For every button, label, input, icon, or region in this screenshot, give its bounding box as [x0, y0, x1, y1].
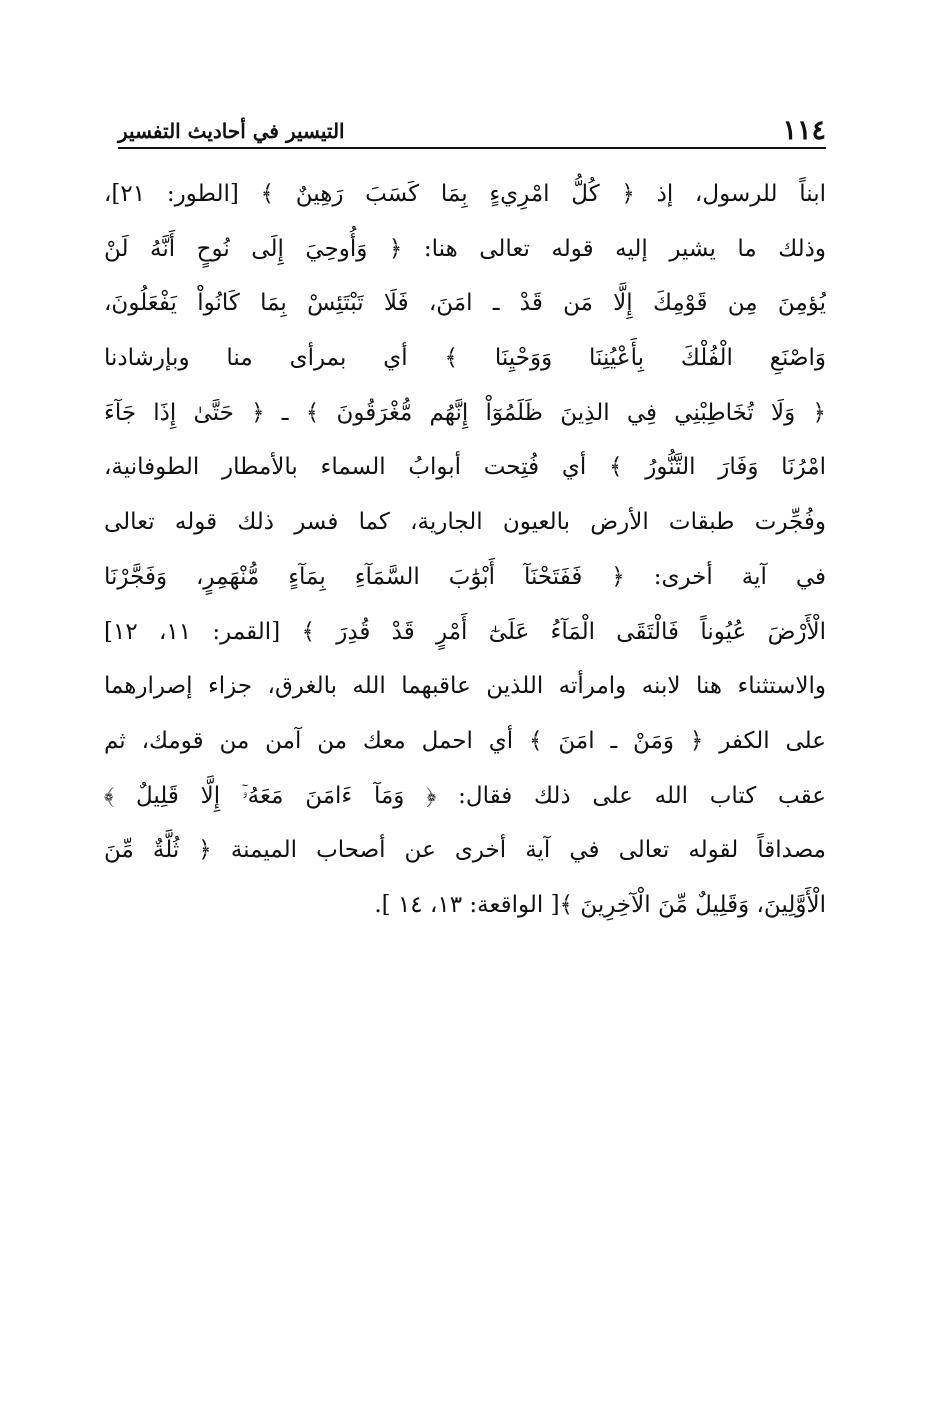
text-line: في آية أخرى: ﴿ فَفَتَحْنَآ أَبْوَٰبَ السَّمَآءِ بِمَآءٍ مُّنْهَمِرٍ، وَفَجَّرْنَا — [104, 563, 826, 590]
page-number: ١١٤ — [782, 115, 826, 146]
text-line: وَاصْنَعِ الْفُلْكَ بِأَعْيُنِنَا وَوَحْيِنَا ﴾ أي بمرأى منا وبإرشادنا — [104, 345, 826, 372]
text-line: الْأَرْضَ عُيُوناً فَالْتَقَى الْمَآءُ عَلَىٰٓ أَمْرٍ قَدْ قُدِرَ ﴾ [القمر: ١١، ١٢] — [104, 618, 826, 645]
text-line: والاستثناء هنا لابنه وامرأته اللذين عاقبهما الله بالغرق، جزاء إصرارهما — [104, 673, 826, 700]
text-line: مصداقاً لقوله تعالى في آية أخرى عن أصحاب الميمنة ﴿ ثُلَّةٌ مِّنَ — [104, 837, 826, 864]
text-line: على الكفر ﴿ وَمَنْ ـ امَنَ ﴾ أي احمل معك من آمن من قومك، ثم — [104, 727, 826, 754]
text-line: ابناً للرسول، إذ ﴿ كُلُّ امْرِيءٍ بِمَا كَسَبَ رَهِينٌ ﴾ [الطور: ٢١]، — [104, 181, 826, 207]
header-divider — [118, 147, 826, 149]
text-line: عقب كتاب الله على ذلك فقال: ﴿ وَمَآ ءَامَنَ مَعَهُۥٓ إِلَّا قَلِيلٌ ﴾ — [104, 782, 826, 809]
text-line: ﴿ وَلَا تُخَاطِبْنِي فِي الذِينَ ظَلَمُوٓاْ إِنَّهُم مُّغْرَقُونَ ﴾ ـ ﴿ حَتَّىٰ إِذَا جَآءَ — [104, 399, 826, 426]
text-line: يُؤمِنَ مِن قَوْمِكَ إِلَّا مَن قَدْ ـ امَنَ، فَلَا تَبْتَئِسْ بِمَا كَانُواْ يَفْعَلُونَ، — [104, 290, 826, 317]
text-line: وفُجِّرت طبقات الأرض بالعيون الجارية، كما فسر ذلك قوله تعالى — [104, 509, 826, 536]
text-line: وذلك ما يشير إليه قوله تعالى هنا: ﴿ وَأُوحِيَ إِلَى نُوحٍ أَنَّهُ لَنْ — [104, 235, 826, 262]
running-head — [118, 112, 826, 146]
body-text — [104, 167, 826, 933]
text-line: الْأَوَّلِينَ، وَقَلِيلٌ مِّنَ الْآخِرِينَ ﴾[ الواقعة: ١٣، ١٤ ]. — [374, 891, 826, 918]
text-line: امْرُنَا وَفَارَ التَّنُّورُ ﴾ أي فُتِحت أبوابُ السماء بالأمطار الطوفانية، — [104, 454, 826, 481]
header-title: التيسير في أحاديث التفسير — [118, 119, 345, 143]
